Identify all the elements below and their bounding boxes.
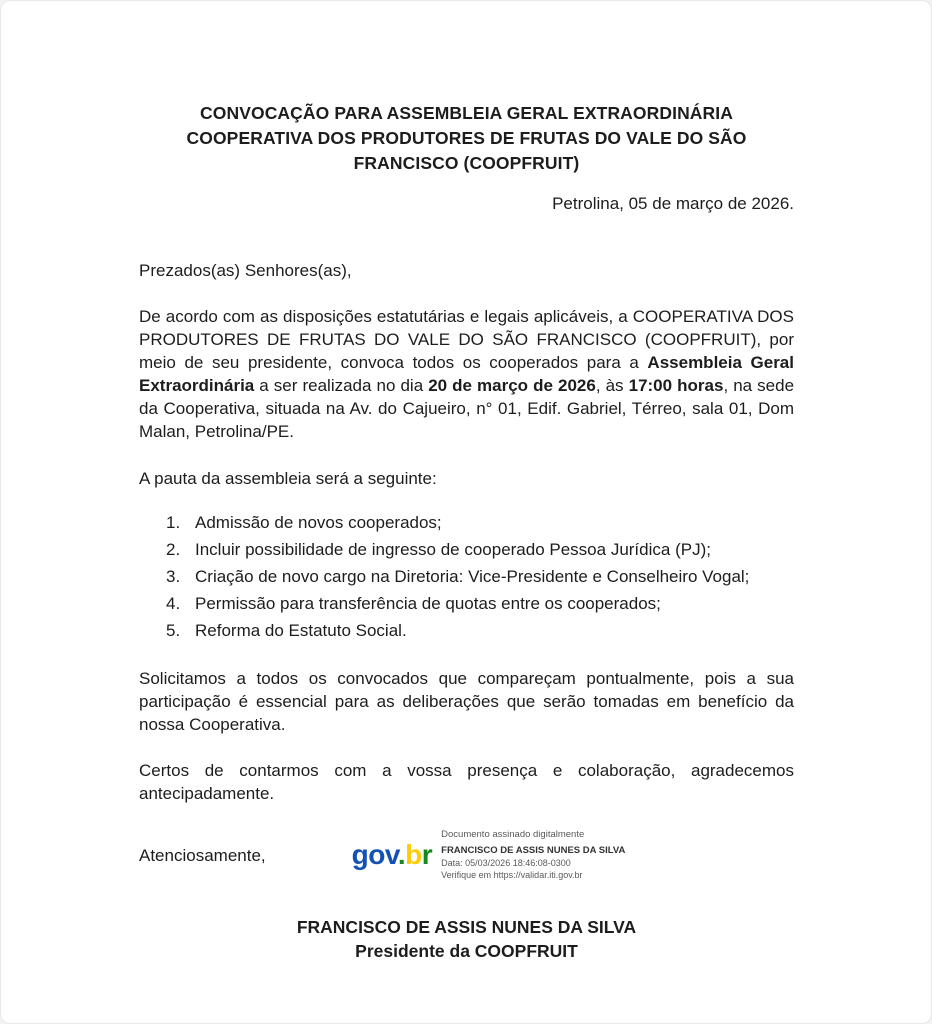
agenda-item-2-text: Incluir possibilidade de ingresso de cooperado Pessoa Jurídica (PJ); bbox=[195, 540, 711, 559]
closing-row bbox=[139, 829, 794, 881]
govbr-logo-dot: . bbox=[397, 839, 406, 870]
stamp-date: Data: 05/03/2026 18:46:08-0300 bbox=[441, 858, 571, 868]
signer-name: FRANCISCO DE ASSIS NUNES DA SILVA bbox=[296, 917, 637, 937]
paragraph-convocation bbox=[139, 305, 794, 443]
paragraph-convocation-seg-1: De acordo com as disposições estatutárias e legais aplicáveis, a COOPERATIVA DOS PRODUTORES DE FRUTAS DO VALE DO SÃO FRANCISCO (COOPFRUIT), por meio de seu presidente, convoca todos os cooperados para a bbox=[139, 307, 794, 372]
agenda-item-3 bbox=[166, 563, 794, 590]
govbr-logo-icon bbox=[352, 840, 433, 870]
title-line-1: CONVOCAÇÃO PARA ASSEMBLEIA GERAL EXTRAORDINÁRIA bbox=[200, 103, 733, 123]
agenda-item-1-number: 1. bbox=[166, 513, 181, 532]
paragraph-convocation-date-bold: 20 de março de 2026 bbox=[428, 376, 596, 395]
stamp-text-block bbox=[441, 829, 625, 881]
agenda-item-4 bbox=[166, 590, 794, 617]
paragraph-convocation-seg-3: , às bbox=[595, 376, 629, 395]
agenda-item-5-text: Reforma do Estatuto Social. bbox=[195, 621, 407, 640]
agenda-item-5 bbox=[166, 617, 794, 644]
paragraph-request: Solicitamos a todos os convocados que compareçam pontualmente, pois a sua participação é essencial para as deliberações que serão tomadas em benefício da nossa Cooperativa. bbox=[139, 669, 794, 734]
agenda-item-3-text: Criação de novo cargo na Diretoria: Vice-Presidente e Conselheiro Vogal; bbox=[195, 567, 750, 586]
govbr-logo-b: b bbox=[405, 839, 422, 870]
closing-text: Atenciosamente, bbox=[139, 845, 266, 865]
agenda-item-1-text: Admissão de novos cooperados; bbox=[195, 513, 442, 532]
paragraph-convocation-seg-4: , na sede da Cooperativa, situada na Av. do Cajueiro, n° 01, Edif. Gabriel, Térreo, sala 01, Dom Malan, Petrolina/PE. bbox=[139, 376, 795, 441]
digital-signature-stamp bbox=[352, 829, 626, 881]
salutation: Prezados(as) Senhores(as), bbox=[139, 261, 352, 280]
title-line-3: FRANCISCO (COOPFRUIT) bbox=[353, 153, 580, 173]
signer-role: Presidente da COOPFRUIT bbox=[355, 941, 578, 961]
agenda-intro: A pauta da assembleia será a seguinte: bbox=[139, 469, 437, 488]
agenda-item-5-number: 5. bbox=[166, 621, 181, 640]
agenda-item-2 bbox=[166, 536, 794, 563]
paragraph-convocation-assembly-bold: Assembleia Geral Extraordinária bbox=[139, 353, 794, 395]
agenda-item-1 bbox=[166, 509, 794, 536]
agenda-item-4-text: Permissão para transferência de quotas entre os cooperados; bbox=[195, 594, 661, 613]
agenda-item-4-number: 4. bbox=[166, 594, 181, 613]
agenda-item-2-number: 2. bbox=[166, 540, 181, 559]
agenda-list bbox=[139, 509, 794, 644]
paragraph-thanks: Certos de contarmos com a vossa presença e colaboração, agradecemos antecipadamente. bbox=[139, 761, 794, 803]
title-line-2: COOPERATIVA DOS PRODUTORES DE FRUTAS DO VALE DO SÃO bbox=[186, 128, 747, 148]
govbr-logo-gov: gov bbox=[351, 839, 398, 870]
govbr-logo-r: r bbox=[421, 839, 433, 870]
signature-block bbox=[139, 915, 794, 963]
document-title bbox=[139, 101, 794, 176]
paragraph-convocation-seg-2: a ser realizada no dia bbox=[254, 376, 429, 395]
stamp-signed-label: Documento assinado digitalmente bbox=[441, 829, 585, 840]
dateline: Petrolina, 05 de março de 2026. bbox=[552, 194, 794, 213]
stamp-signer-name: FRANCISCO DE ASSIS NUNES DA SILVA bbox=[441, 845, 626, 856]
stamp-verify-url: Verifique em https://validar.iti.gov.br bbox=[441, 870, 583, 880]
paragraph-convocation-time-bold: 17:00 horas bbox=[628, 376, 724, 395]
agenda-item-3-number: 3. bbox=[166, 567, 181, 586]
